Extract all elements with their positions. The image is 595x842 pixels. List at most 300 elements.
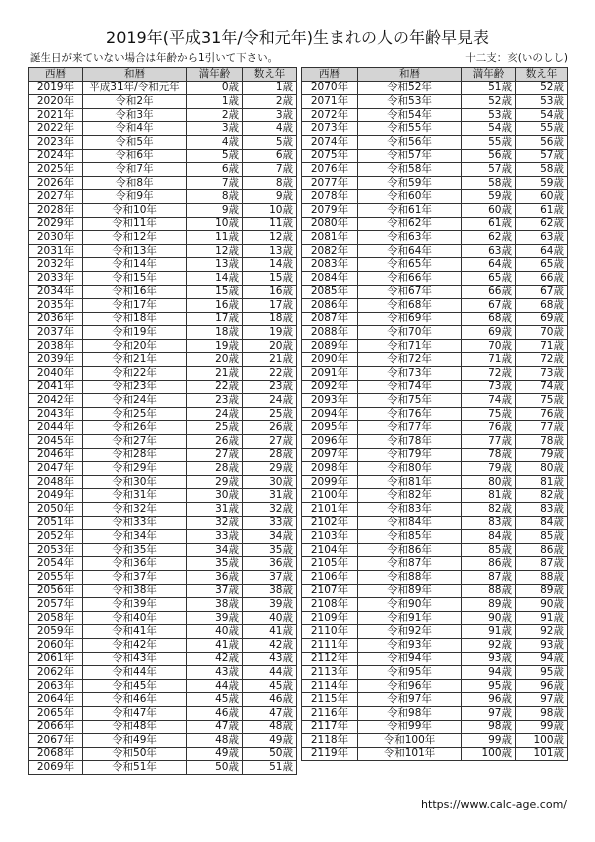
- cell-age: 87歳: [462, 570, 516, 584]
- table-row: [302, 652, 568, 666]
- cell-age: 21歳: [187, 367, 243, 381]
- cell-wareki: 令和82年: [358, 489, 462, 503]
- table-row: [29, 679, 297, 693]
- cell-age: 80歳: [462, 475, 516, 489]
- cell-seireki: 2044年: [29, 421, 83, 435]
- cell-seireki: 2033年: [29, 271, 83, 285]
- cell-wareki: 令和38年: [83, 584, 187, 598]
- cell-wareki: 令和60年: [358, 190, 462, 204]
- cell-wareki: 令和26年: [83, 421, 187, 435]
- table-row: [29, 312, 297, 326]
- cell-age: 84歳: [462, 530, 516, 544]
- table-row: [302, 679, 568, 693]
- table-row: [302, 625, 568, 639]
- table-row: [29, 285, 297, 299]
- cell-wareki: 令和54年: [358, 108, 462, 122]
- cell-seireki: 2051年: [29, 516, 83, 530]
- header-age: 満年齢: [187, 68, 243, 82]
- cell-seireki: 2062年: [29, 666, 83, 680]
- cell-seireki: 2110年: [302, 625, 358, 639]
- cell-wareki: 令和30年: [83, 475, 187, 489]
- age-table-left: [28, 67, 297, 775]
- cell-seireki: 2104年: [302, 543, 358, 557]
- cell-seireki: 2019年: [29, 81, 83, 95]
- cell-wareki: 令和86年: [358, 543, 462, 557]
- cell-age: 37歳: [187, 584, 243, 598]
- cell-kazoe: 101歳: [516, 747, 568, 761]
- cell-seireki: 2068年: [29, 747, 83, 761]
- table-row: [29, 489, 297, 503]
- table-row: [302, 95, 568, 109]
- cell-kazoe: 8歳: [243, 176, 297, 190]
- cell-wareki: 令和74年: [358, 380, 462, 394]
- header-age: 満年齢: [462, 68, 516, 82]
- cell-wareki: 令和84年: [358, 516, 462, 530]
- cell-age: 73歳: [462, 380, 516, 394]
- cell-age: 68歳: [462, 312, 516, 326]
- table-row: [29, 462, 297, 476]
- cell-wareki: 令和39年: [83, 598, 187, 612]
- cell-age: 9歳: [187, 203, 243, 217]
- cell-age: 54歳: [462, 122, 516, 136]
- cell-wareki: 令和56年: [358, 135, 462, 149]
- cell-age: 90歳: [462, 611, 516, 625]
- cell-age: 78歳: [462, 448, 516, 462]
- table-row: [302, 570, 568, 584]
- cell-wareki: 令和59年: [358, 176, 462, 190]
- table-row: [302, 584, 568, 598]
- cell-wareki: 令和9年: [83, 190, 187, 204]
- site-url: https://www.calc-age.com/: [421, 798, 567, 811]
- table-row: [302, 258, 568, 272]
- cell-kazoe: 13歳: [243, 244, 297, 258]
- cell-kazoe: 88歳: [516, 570, 568, 584]
- cell-age: 42歳: [187, 652, 243, 666]
- cell-kazoe: 40歳: [243, 611, 297, 625]
- cell-kazoe: 76歳: [516, 407, 568, 421]
- cell-seireki: 2053年: [29, 543, 83, 557]
- table-row: [29, 149, 297, 163]
- cell-kazoe: 20歳: [243, 339, 297, 353]
- cell-seireki: 2025年: [29, 163, 83, 177]
- cell-age: 77歳: [462, 435, 516, 449]
- cell-age: 56歳: [462, 149, 516, 163]
- cell-wareki: 令和27年: [83, 435, 187, 449]
- header-kazoe: 数え年: [516, 68, 568, 82]
- cell-kazoe: 35歳: [243, 543, 297, 557]
- cell-age: 93歳: [462, 652, 516, 666]
- cell-seireki: 2099年: [302, 475, 358, 489]
- table-row: [29, 666, 297, 680]
- cell-age: 40歳: [187, 625, 243, 639]
- cell-age: 96歳: [462, 693, 516, 707]
- cell-seireki: 2102年: [302, 516, 358, 530]
- table-row: [302, 135, 568, 149]
- cell-age: 51歳: [462, 81, 516, 95]
- cell-kazoe: 38歳: [243, 584, 297, 598]
- table-row: [29, 421, 297, 435]
- page-title: 2019年(平成31年/令和元年)生まれの人の年齢早見表: [106, 28, 489, 47]
- cell-age: 58歳: [462, 176, 516, 190]
- cell-kazoe: 22歳: [243, 367, 297, 381]
- cell-wareki: 令和41年: [83, 625, 187, 639]
- cell-kazoe: 83歳: [516, 503, 568, 517]
- table-row: [302, 734, 568, 748]
- table-row: [302, 203, 568, 217]
- cell-kazoe: 29歳: [243, 462, 297, 476]
- cell-kazoe: 52歳: [516, 81, 568, 95]
- cell-kazoe: 11歳: [243, 217, 297, 231]
- cell-seireki: 2113年: [302, 666, 358, 680]
- cell-seireki: 2038年: [29, 339, 83, 353]
- cell-kazoe: 23歳: [243, 380, 297, 394]
- cell-wareki: 令和87年: [358, 557, 462, 571]
- table-row: [29, 693, 297, 707]
- cell-age: 53歳: [462, 108, 516, 122]
- cell-age: 13歳: [187, 258, 243, 272]
- cell-age: 20歳: [187, 353, 243, 367]
- cell-wareki: 令和16年: [83, 285, 187, 299]
- cell-kazoe: 36歳: [243, 557, 297, 571]
- cell-kazoe: 91歳: [516, 611, 568, 625]
- table-row: [29, 706, 297, 720]
- cell-wareki: 令和7年: [83, 163, 187, 177]
- cell-wareki: 令和29年: [83, 462, 187, 476]
- cell-kazoe: 33歳: [243, 516, 297, 530]
- table-row: [302, 271, 568, 285]
- cell-kazoe: 62歳: [516, 217, 568, 231]
- cell-wareki: 令和36年: [83, 557, 187, 571]
- cell-age: 50歳: [187, 761, 243, 775]
- cell-seireki: 2115年: [302, 693, 358, 707]
- cell-age: 19歳: [187, 339, 243, 353]
- cell-kazoe: 94歳: [516, 652, 568, 666]
- cell-age: 100歳: [462, 747, 516, 761]
- table-row: [302, 421, 568, 435]
- cell-age: 74歳: [462, 394, 516, 408]
- cell-seireki: 2091年: [302, 367, 358, 381]
- cell-seireki: 2028年: [29, 203, 83, 217]
- cell-kazoe: 67歳: [516, 285, 568, 299]
- cell-age: 38歳: [187, 598, 243, 612]
- cell-seireki: 2074年: [302, 135, 358, 149]
- cell-seireki: 2046年: [29, 448, 83, 462]
- cell-kazoe: 24歳: [243, 394, 297, 408]
- cell-seireki: 2093年: [302, 394, 358, 408]
- cell-age: 76歳: [462, 421, 516, 435]
- table-row: [302, 149, 568, 163]
- cell-age: 62歳: [462, 231, 516, 245]
- cell-wareki: 令和2年: [83, 95, 187, 109]
- cell-kazoe: 70歳: [516, 326, 568, 340]
- cell-seireki: 2045年: [29, 435, 83, 449]
- cell-seireki: 2039年: [29, 353, 83, 367]
- cell-seireki: 2058年: [29, 611, 83, 625]
- cell-wareki: 令和24年: [83, 394, 187, 408]
- cell-kazoe: 42歳: [243, 638, 297, 652]
- table-row: [29, 598, 297, 612]
- cell-age: 69歳: [462, 326, 516, 340]
- cell-wareki: 令和65年: [358, 258, 462, 272]
- cell-kazoe: 90歳: [516, 598, 568, 612]
- cell-seireki: 2041年: [29, 380, 83, 394]
- cell-kazoe: 55歳: [516, 122, 568, 136]
- cell-age: 35歳: [187, 557, 243, 571]
- cell-age: 95歳: [462, 679, 516, 693]
- cell-wareki: 令和45年: [83, 679, 187, 693]
- table-row: [302, 530, 568, 544]
- cell-kazoe: 65歳: [516, 258, 568, 272]
- table-row: [29, 394, 297, 408]
- table-row: [302, 475, 568, 489]
- cell-wareki: 令和3年: [83, 108, 187, 122]
- header-kazoe: 数え年: [243, 68, 297, 82]
- cell-age: 64歳: [462, 258, 516, 272]
- table-row: [29, 435, 297, 449]
- header-wareki: 和暦: [358, 68, 462, 82]
- cell-kazoe: 78歳: [516, 435, 568, 449]
- table-row: [29, 570, 297, 584]
- cell-age: 91歳: [462, 625, 516, 639]
- cell-seireki: 2057年: [29, 598, 83, 612]
- cell-age: 75歳: [462, 407, 516, 421]
- cell-wareki: 令和34年: [83, 530, 187, 544]
- cell-wareki: 令和22年: [83, 367, 187, 381]
- cell-age: 60歳: [462, 203, 516, 217]
- cell-kazoe: 12歳: [243, 231, 297, 245]
- cell-kazoe: 37歳: [243, 570, 297, 584]
- cell-kazoe: 16歳: [243, 285, 297, 299]
- cell-kazoe: 59歳: [516, 176, 568, 190]
- cell-seireki: 2106年: [302, 570, 358, 584]
- cell-seireki: 2087年: [302, 312, 358, 326]
- cell-wareki: 令和101年: [358, 747, 462, 761]
- cell-seireki: 2037年: [29, 326, 83, 340]
- cell-wareki: 令和83年: [358, 503, 462, 517]
- table-row: [302, 516, 568, 530]
- cell-age: 23歳: [187, 394, 243, 408]
- cell-kazoe: 53歳: [516, 95, 568, 109]
- cell-age: 92歳: [462, 638, 516, 652]
- cell-age: 81歳: [462, 489, 516, 503]
- cell-age: 10歳: [187, 217, 243, 231]
- birthday-note: 誕生日が来ていない場合は年齢から1引いて下さい。: [30, 52, 279, 64]
- cell-age: 18歳: [187, 326, 243, 340]
- cell-seireki: 2047年: [29, 462, 83, 476]
- cell-age: 47歳: [187, 720, 243, 734]
- cell-wareki: 令和19年: [83, 326, 187, 340]
- cell-kazoe: 41歳: [243, 625, 297, 639]
- cell-age: 4歳: [187, 135, 243, 149]
- table-row: [302, 611, 568, 625]
- cell-wareki: 令和57年: [358, 149, 462, 163]
- table-row: [302, 557, 568, 571]
- table-row: [302, 339, 568, 353]
- cell-age: 55歳: [462, 135, 516, 149]
- cell-seireki: 2094年: [302, 407, 358, 421]
- cell-kazoe: 18歳: [243, 312, 297, 326]
- table-row: [29, 380, 297, 394]
- table-row: [29, 734, 297, 748]
- table-row: [302, 380, 568, 394]
- cell-seireki: 2040年: [29, 367, 83, 381]
- header-seireki: 西暦: [29, 68, 83, 82]
- cell-wareki: 令和70年: [358, 326, 462, 340]
- cell-wareki: 令和53年: [358, 95, 462, 109]
- cell-age: 48歳: [187, 734, 243, 748]
- cell-age: 43歳: [187, 666, 243, 680]
- cell-wareki: 令和12年: [83, 231, 187, 245]
- cell-seireki: 2035年: [29, 299, 83, 313]
- cell-age: 14歳: [187, 271, 243, 285]
- cell-seireki: 2095年: [302, 421, 358, 435]
- cell-seireki: 2020年: [29, 95, 83, 109]
- cell-seireki: 2114年: [302, 679, 358, 693]
- cell-seireki: 2075年: [302, 149, 358, 163]
- cell-age: 8歳: [187, 190, 243, 204]
- cell-wareki: 令和51年: [83, 761, 187, 775]
- table-row: [29, 611, 297, 625]
- cell-kazoe: 34歳: [243, 530, 297, 544]
- table-body-left: [29, 81, 297, 774]
- cell-wareki: 令和55年: [358, 122, 462, 136]
- cell-wareki: 令和69年: [358, 312, 462, 326]
- table-row: [302, 231, 568, 245]
- cell-wareki: 令和14年: [83, 258, 187, 272]
- cell-seireki: 2089年: [302, 339, 358, 353]
- cell-age: 89歳: [462, 598, 516, 612]
- cell-wareki: 令和31年: [83, 489, 187, 503]
- cell-seireki: 2081年: [302, 231, 358, 245]
- cell-seireki: 2082年: [302, 244, 358, 258]
- cell-age: 63歳: [462, 244, 516, 258]
- cell-wareki: 令和18年: [83, 312, 187, 326]
- cell-kazoe: 95歳: [516, 666, 568, 680]
- cell-age: 32歳: [187, 516, 243, 530]
- cell-seireki: 2116年: [302, 706, 358, 720]
- cell-wareki: 令和20年: [83, 339, 187, 353]
- cell-kazoe: 77歳: [516, 421, 568, 435]
- cell-seireki: 2049年: [29, 489, 83, 503]
- cell-age: 26歳: [187, 435, 243, 449]
- cell-age: 39歳: [187, 611, 243, 625]
- cell-wareki: 令和68年: [358, 299, 462, 313]
- table-row: [302, 693, 568, 707]
- cell-kazoe: 79歳: [516, 448, 568, 462]
- cell-seireki: 2109年: [302, 611, 358, 625]
- cell-seireki: 2076年: [302, 163, 358, 177]
- cell-kazoe: 99歳: [516, 720, 568, 734]
- cell-kazoe: 92歳: [516, 625, 568, 639]
- cell-kazoe: 48歳: [243, 720, 297, 734]
- cell-seireki: 2090年: [302, 353, 358, 367]
- cell-kazoe: 30歳: [243, 475, 297, 489]
- cell-seireki: 2096年: [302, 435, 358, 449]
- cell-wareki: 平成31年/令和元年: [83, 81, 187, 95]
- cell-seireki: 2023年: [29, 135, 83, 149]
- cell-seireki: 2103年: [302, 530, 358, 544]
- cell-kazoe: 25歳: [243, 407, 297, 421]
- table-row: [302, 706, 568, 720]
- cell-kazoe: 75歳: [516, 394, 568, 408]
- cell-kazoe: 14歳: [243, 258, 297, 272]
- cell-kazoe: 46歳: [243, 693, 297, 707]
- cell-age: 24歳: [187, 407, 243, 421]
- cell-kazoe: 49歳: [243, 734, 297, 748]
- cell-age: 46歳: [187, 706, 243, 720]
- cell-seireki: 2043年: [29, 407, 83, 421]
- table-row: [29, 135, 297, 149]
- cell-wareki: 令和8年: [83, 176, 187, 190]
- cell-wareki: 令和43年: [83, 652, 187, 666]
- cell-wareki: 令和88年: [358, 570, 462, 584]
- table-row: [302, 666, 568, 680]
- cell-age: 94歳: [462, 666, 516, 680]
- cell-seireki: 2061年: [29, 652, 83, 666]
- cell-age: 41歳: [187, 638, 243, 652]
- cell-kazoe: 7歳: [243, 163, 297, 177]
- cell-kazoe: 43歳: [243, 652, 297, 666]
- table-row: [29, 367, 297, 381]
- cell-wareki: 令和94年: [358, 652, 462, 666]
- cell-wareki: 令和89年: [358, 584, 462, 598]
- table-row: [302, 299, 568, 313]
- cell-age: 36歳: [187, 570, 243, 584]
- cell-kazoe: 45歳: [243, 679, 297, 693]
- cell-wareki: 令和62年: [358, 217, 462, 231]
- cell-seireki: 2119年: [302, 747, 358, 761]
- cell-seireki: 2112年: [302, 652, 358, 666]
- cell-seireki: 2034年: [29, 285, 83, 299]
- cell-kazoe: 96歳: [516, 679, 568, 693]
- cell-age: 52歳: [462, 95, 516, 109]
- cell-kazoe: 54歳: [516, 108, 568, 122]
- cell-kazoe: 1歳: [243, 81, 297, 95]
- cell-seireki: 2069年: [29, 761, 83, 775]
- table-body-right: [302, 81, 568, 761]
- cell-wareki: 令和92年: [358, 625, 462, 639]
- cell-age: 7歳: [187, 176, 243, 190]
- cell-wareki: 令和6年: [83, 149, 187, 163]
- cell-age: 25歳: [187, 421, 243, 435]
- cell-kazoe: 98歳: [516, 706, 568, 720]
- cell-wareki: 令和98年: [358, 706, 462, 720]
- cell-kazoe: 28歳: [243, 448, 297, 462]
- table-row: [302, 462, 568, 476]
- cell-age: 72歳: [462, 367, 516, 381]
- cell-age: 28歳: [187, 462, 243, 476]
- table-row: [29, 475, 297, 489]
- cell-wareki: 令和13年: [83, 244, 187, 258]
- cell-age: 59歳: [462, 190, 516, 204]
- table-row: [29, 448, 297, 462]
- cell-age: 22歳: [187, 380, 243, 394]
- table-row: [302, 489, 568, 503]
- cell-seireki: 2070年: [302, 81, 358, 95]
- cell-seireki: 2072年: [302, 108, 358, 122]
- cell-seireki: 2117年: [302, 720, 358, 734]
- cell-wareki: 令和17年: [83, 299, 187, 313]
- cell-age: 67歳: [462, 299, 516, 313]
- cell-kazoe: 2歳: [243, 95, 297, 109]
- cell-age: 0歳: [187, 81, 243, 95]
- table-row: [29, 516, 297, 530]
- cell-wareki: 令和37年: [83, 570, 187, 584]
- table-row: [302, 326, 568, 340]
- cell-seireki: 2101年: [302, 503, 358, 517]
- cell-seireki: 2084年: [302, 271, 358, 285]
- cell-seireki: 2066年: [29, 720, 83, 734]
